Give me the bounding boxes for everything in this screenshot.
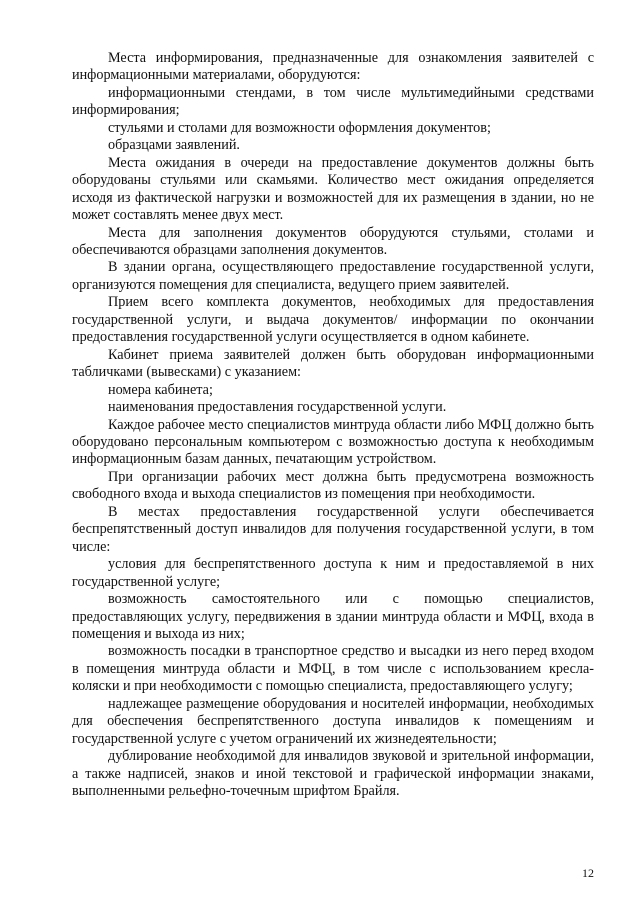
paragraph: образцами заявлений. bbox=[108, 137, 240, 154]
paragraph: дублирование необходимой для инвалидов звуковой и зрительной информации, а также надписей, знаков и иной текстовой и графической информации знаками, выполненными рельефно-точечным шрифтом Брайля. bbox=[72, 748, 594, 800]
paragraph: наименования предоставления государственной услуги. bbox=[108, 399, 447, 416]
paragraph: возможность самостоятельного или с помощью специалистов, предоставляющих услугу, передвижения в здании минтруда области и МФЦ, входа в помещения и выхода из них; bbox=[72, 591, 594, 642]
paragraph: надлежащее размещение оборудования и носителей информации, необходимых для обеспечения беспрепятственного доступа инвалидов к помещениям и государственной услуге с учетом ограничений их жизнедеятельности; bbox=[72, 695, 594, 747]
paragraph: Каждое рабочее место специалистов минтруда области либо МФЦ должно быть оборудовано персональным компьютером с возможностью доступа к необходимым информационным базам данных, печатающим устройством. bbox=[72, 416, 594, 468]
paragraph: При организации рабочих мест должна быть предусмотрена возможность свободного входа и выхода специалистов из помещения при необходимости. bbox=[72, 468, 594, 503]
paragraph: возможность посадки в транспортное средство и высадки из него перед входом в помещения минтруда области и МФЦ, в том числе с использованием кресла-коляски и при необходимости с помощью специалиста, предоставляющего услугу; bbox=[72, 643, 594, 695]
document-body bbox=[72, 50, 594, 800]
paragraph: Места информирования, предназначенные для ознакомления заявителей с информационными материалами, оборудуются: bbox=[72, 50, 594, 84]
paragraph: информационными стендами, в том числе мультимедийными средствами информирования; bbox=[72, 84, 594, 119]
paragraph: Прием всего комплекта документов, необходимых для предоставления государственной услуги, и выдача документов/ информации по окончании предоставления государственной услуги осуществляется в одном кабинете. bbox=[72, 294, 594, 346]
paragraph: В здании органа, осуществляющего предоставление государственной услуги, организуются помещения для специалиста, ведущего прием заявителей. bbox=[72, 259, 594, 293]
page-number: 12 bbox=[582, 866, 594, 880]
paragraph: В местах предоставления государственной услуги обеспечивается беспрепятственный доступ инвалидов для получения государственной услуги, в том числе: bbox=[72, 503, 594, 555]
paragraph: условия для беспрепятственного доступа к ним и предоставляемой в них государственной услуге; bbox=[72, 556, 594, 590]
paragraph: номера кабинета; bbox=[108, 381, 213, 398]
paragraph: стульями и столами для возможности оформления документов; bbox=[108, 119, 491, 136]
paragraph: Места для заполнения документов оборудуются стульями, столами и обеспечиваются образцами заполнения документов. bbox=[72, 224, 594, 258]
paragraph: Места ожидания в очереди на предоставление документов должны быть оборудованы стульями или скамьями. Количество мест ожидания определяется исходя из фактической нагрузки и возможностей для их размещения в здании, но не может составлять менее двух мест. bbox=[72, 154, 594, 224]
paragraph: Кабинет приема заявителей должен быть оборудован информационными табличками (вывесками) с указанием: bbox=[72, 346, 594, 381]
